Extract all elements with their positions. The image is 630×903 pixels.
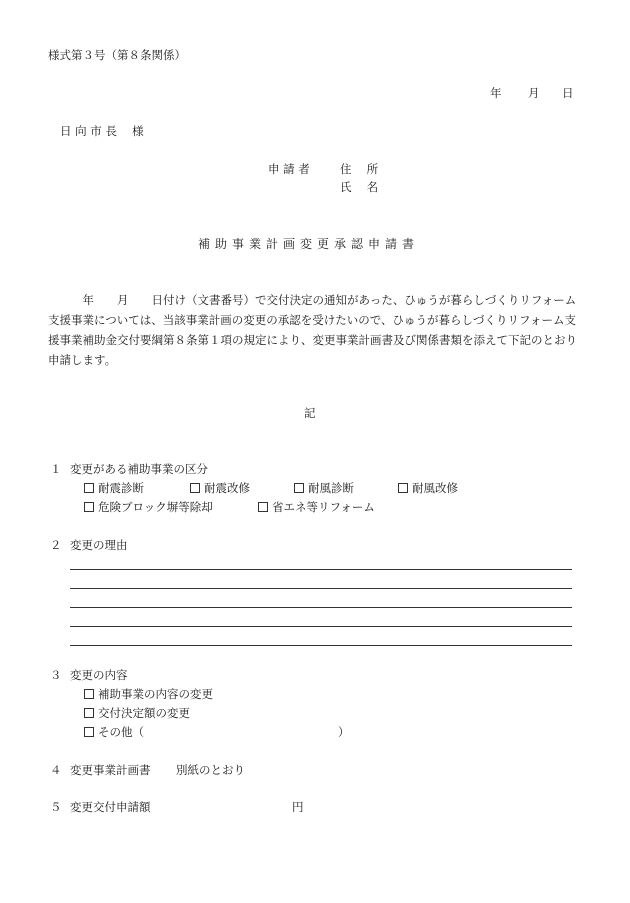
date-year: 年 xyxy=(490,86,502,100)
option-wind-retrofit[interactable]: 耐風改修 xyxy=(398,483,458,495)
checkbox[interactable] xyxy=(294,483,304,493)
reason-line-5[interactable] xyxy=(70,645,572,646)
checkbox[interactable] xyxy=(84,483,94,493)
option-other[interactable]: その他（ xyxy=(84,727,144,739)
reason-line-3[interactable] xyxy=(70,607,572,608)
section-3-number: ３ xyxy=(50,668,62,682)
applicant-label: 申 請 者 xyxy=(268,162,310,176)
form-id: 様式第３号（第８条関係） xyxy=(48,48,186,62)
document-title: 補助事業計画変更承認申請書 xyxy=(198,237,420,251)
section-2-number: ２ xyxy=(50,538,62,552)
option-amount-change[interactable]: 交付決定額の変更 xyxy=(84,708,190,720)
section-1-number: １ xyxy=(50,462,62,476)
reason-line-1[interactable] xyxy=(70,569,572,570)
addressee: 日 向 市 長 様 xyxy=(60,124,144,138)
checkbox[interactable] xyxy=(84,689,94,699)
option-content-change[interactable]: 補助事業の内容の変更 xyxy=(84,689,213,701)
checkbox[interactable] xyxy=(84,727,94,737)
section-2-label: 変更の理由 xyxy=(70,538,128,552)
section-3-label: 変更の内容 xyxy=(70,668,128,682)
reason-line-4[interactable] xyxy=(70,626,572,627)
checkbox[interactable] xyxy=(398,483,408,493)
section-1-label: 変更がある補助事業の区分 xyxy=(70,462,208,476)
date-day: 日 xyxy=(562,86,574,100)
section-4-number: ４ xyxy=(50,763,62,777)
option-energy-reform[interactable]: 省エネ等リフォーム xyxy=(258,502,375,514)
reason-line-2[interactable] xyxy=(70,588,572,589)
amount-unit: 円 xyxy=(292,800,304,814)
ki-heading: 記 xyxy=(304,406,316,420)
other-close-paren: ） xyxy=(338,725,350,739)
section-5-label: 変更交付申請額 xyxy=(70,800,151,814)
date-month: 月 xyxy=(528,86,540,100)
applicant-name-label: 氏 名 xyxy=(340,180,379,194)
option-seismic-retrofit[interactable]: 耐震改修 xyxy=(190,483,250,495)
section-4-value: 別紙のとおり xyxy=(176,763,245,777)
applicant-address-label: 住 所 xyxy=(340,162,379,176)
checkbox[interactable] xyxy=(84,502,94,512)
section-4-label: 変更事業計画書 xyxy=(70,763,151,777)
option-wind-diagnosis[interactable]: 耐風診断 xyxy=(294,483,354,495)
section-5-number: ５ xyxy=(50,800,62,814)
body-paragraph: 年 月 日付け（文書番号）で交付決定の通知があった、ひゅうが暮らしづくりリフォーム支援事業については、当該事業計画の変更の承認を受けたいので、ひゅうが暮らしづくりリフォーム支援事業補助金交付要綱第８条第１項の規定により、変更事業計画書及び関係書類を添えて下記のとおり申請します。 xyxy=(48,293,577,367)
checkbox[interactable] xyxy=(258,502,268,512)
option-seismic-diagnosis[interactable]: 耐震診断 xyxy=(84,483,144,495)
checkbox[interactable] xyxy=(190,483,200,493)
checkbox[interactable] xyxy=(84,708,94,718)
option-block-wall-removal[interactable]: 危険ブロック塀等除却 xyxy=(84,502,213,514)
